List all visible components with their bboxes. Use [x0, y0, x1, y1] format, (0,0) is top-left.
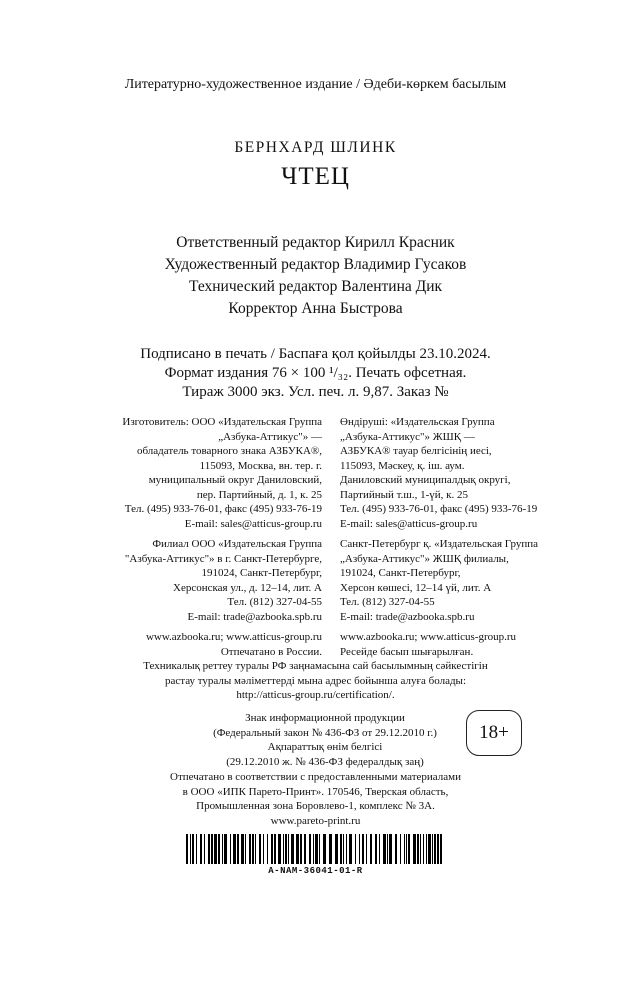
barcode-bar	[252, 834, 254, 864]
web-block	[340, 630, 600, 659]
branch-block	[340, 537, 600, 624]
barcode-bar	[291, 834, 294, 864]
barcode-bar	[343, 834, 344, 864]
barcode-bar	[420, 834, 421, 864]
barcode-bar	[355, 834, 356, 864]
text-line: www.pareto-print.ru	[270, 814, 361, 827]
barcode-bar	[428, 834, 431, 864]
barcode-bar	[249, 834, 251, 864]
print-line: Формат издания 76 × 100 ¹/₃₂. Печать офсетная.	[164, 365, 467, 381]
barcode-bar	[245, 834, 246, 864]
text-line: Санкт-Петербург қ. «Издательская Группа	[340, 538, 538, 550]
barcode-bar	[267, 834, 268, 864]
series-label: Литературно-художественное издание / Әдеби-көркем басылым	[124, 77, 507, 92]
text-line: Тел. (495) 933-76-01, факс (495) 933-76-19	[340, 503, 538, 515]
text-line: Тел. (812) 327-04-55	[340, 596, 435, 608]
manufacturer-block	[340, 415, 600, 531]
text-line: в ООО «ИПК Парето-Принт». 170546, Тверская область,	[182, 785, 449, 798]
barcode-bar	[413, 834, 416, 864]
info-product-mark	[180, 711, 470, 769]
text-line: „Азбука-Аттикус"» ЖШҚ филиалы,	[340, 552, 509, 565]
barcode-bar	[389, 834, 392, 864]
barcode-bar	[237, 834, 239, 864]
text-line: Промышленная зона Боровлево-1, комплекс № 3А.	[196, 800, 435, 812]
barcode-bar	[408, 834, 410, 864]
barcode-bar	[204, 834, 205, 864]
barcode-bar	[383, 834, 386, 864]
print-line: Подписано в печать / Баспаға қол қойылды 23.10.2024.	[140, 346, 491, 362]
barcode-bar	[426, 834, 427, 864]
text-line: Изготовитель: ООО «Издательская Группа	[122, 416, 322, 428]
text-line: растау туралы мәліметтерді мына адрес бойынша алуға болады:	[164, 674, 467, 687]
barcode-bar	[255, 834, 256, 864]
barcode-bar	[196, 834, 197, 864]
text-line: обладатель товарного знака АЗБУКА®,	[136, 445, 322, 457]
text-line: E-mail: trade@azbooka.spb.ru	[187, 610, 322, 623]
text-line: Даниловский муниципалдық округі,	[340, 474, 511, 486]
text-line: Ақпараттық өнім белгісі	[267, 741, 383, 753]
text-line: www.azbooka.ru; www.atticus-group.ru	[145, 631, 322, 643]
barcode-bar	[437, 834, 439, 864]
barcode-bar	[315, 834, 318, 864]
barcode-bar	[432, 834, 433, 864]
barcode-bar	[259, 834, 261, 864]
text-line: Ресейде басып шығарылған.	[340, 645, 474, 658]
barcode-bar	[288, 834, 289, 864]
credits-block	[0, 232, 631, 320]
text-line: 115093, Москва, вн. тер. г.	[199, 459, 322, 472]
text-line: Техникалық реттеу туралы РФ заңнамасына сай басылымның сәйкестігін	[143, 660, 488, 672]
barcode-bar	[241, 834, 244, 864]
text-line: „Азбука-Аттикус"» —	[218, 430, 322, 443]
age-rating-badge: 18+	[466, 710, 522, 756]
text-line: АЗБУКА® тауар белгісінің иесі,	[340, 445, 492, 457]
book-title: ЧТЕЦ	[281, 163, 350, 190]
barcode-bar	[440, 834, 442, 864]
barcode-bar	[349, 834, 352, 864]
publisher-info-russian	[60, 415, 322, 665]
barcode-bar	[404, 834, 405, 864]
barcode-bar	[263, 834, 264, 864]
barcode-bar	[224, 834, 227, 864]
text-line: E-mail: trade@azbooka.spb.ru	[340, 610, 475, 623]
barcode-bar	[319, 834, 320, 864]
barcode-bar	[304, 834, 306, 864]
barcode-bar	[222, 834, 223, 864]
text-line: Отпечатано в соответствии с предоставленными материалами	[170, 771, 461, 783]
barcode-bar	[329, 834, 332, 864]
barcode-bar	[271, 834, 273, 864]
barcode-bar	[387, 834, 388, 864]
text-line: Знак информационной продукции	[245, 712, 405, 724]
barcode-bar	[278, 834, 281, 864]
barcode-bar	[300, 834, 302, 864]
barcode-bar	[208, 834, 210, 864]
barcode-bar	[362, 834, 364, 864]
barcode-bar	[359, 834, 360, 864]
text-line: 191024, Санкт-Петербург,	[340, 567, 461, 579]
barcode-bar	[186, 834, 188, 864]
barcode-bar	[400, 834, 401, 864]
barcode-bar	[200, 834, 202, 864]
text-line: Отпечатано в России.	[220, 645, 322, 658]
text-line: „Азбука-Аттикус"» ЖШҚ —	[340, 430, 475, 443]
credit-line: Технический редактор Валентина Дик	[188, 278, 443, 295]
text-line: http://atticus-group.ru/certification/.	[236, 689, 395, 701]
barcode-bar	[218, 834, 220, 864]
print-info-block	[0, 345, 631, 402]
text-line: Тел. (812) 327-04-55	[227, 596, 322, 608]
printer-info	[0, 770, 631, 828]
barcode-bar	[323, 834, 326, 864]
text-line: 115093, Мәскеу, қ. іш. аум.	[340, 459, 465, 472]
print-line: Тираж 3000 экз. Усл. печ. л. 9,87. Заказ №	[182, 384, 449, 400]
barcode-bar	[379, 834, 380, 864]
text-line: 191024, Санкт-Петербург,	[201, 567, 322, 579]
barcode-bar	[211, 834, 213, 864]
text-line: Филиал ООО «Издательская Группа	[152, 538, 322, 550]
barcode-icon	[186, 834, 446, 864]
barcode-bar	[190, 834, 191, 864]
certification-note	[0, 659, 631, 703]
barcode-bar	[296, 834, 299, 864]
text-line: E-mail: sales@atticus-group.ru	[340, 517, 478, 530]
barcode-bar	[335, 834, 338, 864]
text-line: пер. Партийный, д. 1, к. 25	[196, 488, 322, 501]
barcode-bar	[406, 834, 407, 864]
barcode-bar	[192, 834, 194, 864]
barcode-bar	[283, 834, 284, 864]
author-name: БЕРНХАРД ШЛИНК	[234, 139, 397, 156]
barcode-bar	[274, 834, 276, 864]
text-line: Өндіруші: «Издательская Группа	[340, 416, 495, 428]
barcode-bar	[366, 834, 367, 864]
barcode-bar	[230, 834, 231, 864]
web-block	[60, 630, 322, 659]
barcode-bar	[309, 834, 311, 864]
text-line: E-mail: sales@atticus-group.ru	[184, 517, 322, 530]
text-line: www.azbooka.ru; www.atticus-group.ru	[340, 631, 517, 643]
barcode-label: A-NAM-36041-01-R	[268, 866, 363, 876]
text-line: (Федеральный закон № 436-ФЗ от 29.12.2010 г.)	[213, 726, 437, 739]
publisher-info-kazakh	[340, 415, 600, 665]
text-line: Партийный т.ш., 1-үй, к. 25	[340, 488, 469, 501]
barcode-bar	[340, 834, 342, 864]
barcode-bar	[214, 834, 217, 864]
barcode-bar	[395, 834, 397, 864]
credit-line: Ответственный редактор Кирилл Красник	[176, 234, 455, 251]
barcode-bar	[346, 834, 347, 864]
credit-line: Корректор Анна Быстрова	[228, 300, 403, 317]
barcode-bar	[434, 834, 436, 864]
text-line: Херсон көшесі, 12–14 үй, лит. А	[340, 581, 492, 594]
manufacturer-block	[60, 415, 322, 531]
barcode-bar	[417, 834, 419, 864]
barcode-bar	[233, 834, 236, 864]
text-line: Тел. (495) 933-76-01, факс (495) 933-76-19	[124, 503, 322, 515]
text-line: (29.12.2010 ж. № 436-ФЗ федералдық заң)	[226, 755, 424, 768]
barcode-bar	[370, 834, 372, 864]
text-line: "Азбука-Аттикус"» в г. Санкт-Петербурге,	[124, 552, 322, 565]
branch-block	[60, 537, 322, 624]
barcode-bar	[375, 834, 377, 864]
barcode-bar	[313, 834, 314, 864]
text-line: муниципальный округ Даниловский,	[148, 474, 322, 486]
text-line: Херсонская ул., д. 12–14, лит. А	[173, 581, 322, 594]
credit-line: Художественный редактор Владимир Гусаков	[164, 256, 467, 273]
barcode-bar	[423, 834, 424, 864]
barcode-bar	[285, 834, 287, 864]
